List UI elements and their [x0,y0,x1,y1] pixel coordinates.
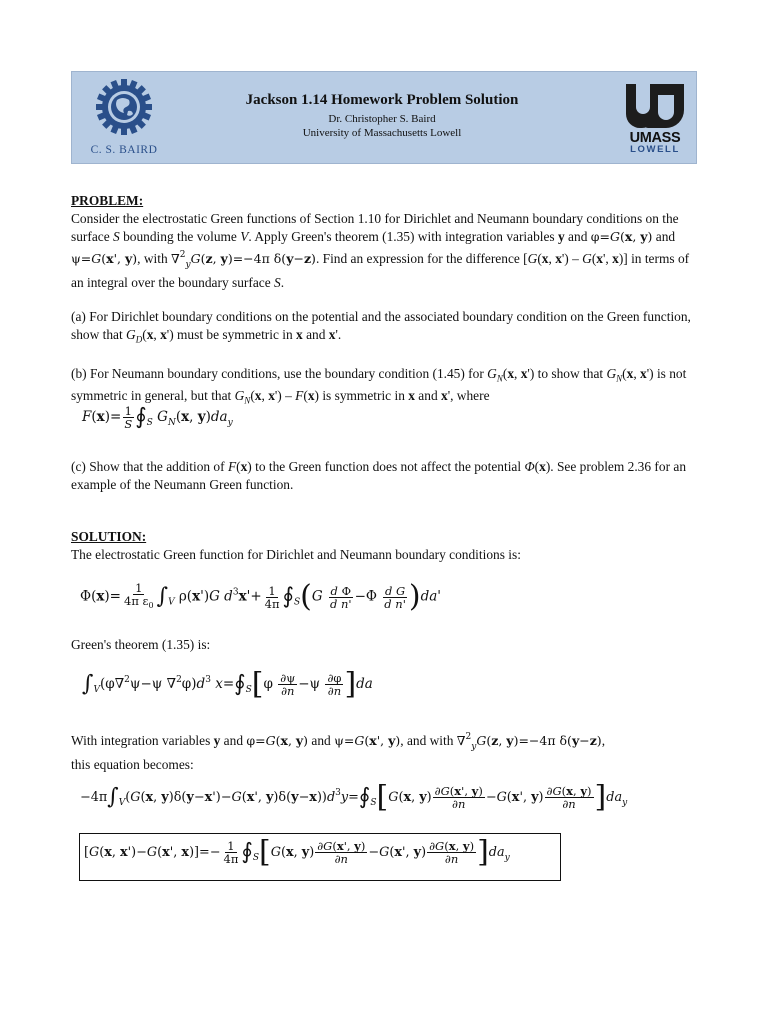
solution-paragraph-3b: this equation becomes: [71,757,194,772]
header-banner [71,71,697,164]
problem-part-c-block [71,458,701,564]
equation-result: [G(x, x')−G(x', x)]=− $\frac{1}{4\pi}$ $∮_S[G(x$, y) $\frac{\partial G(x', y)}{\partial n}$ −G(x', y) $\frac{\partial G(x, y)}{\partial n}$ ]$da_y$ [84,834,510,870]
solution-paragraph-2-block [71,636,701,654]
cs-baird-logo [84,78,164,160]
solution-paragraph-3-block [71,728,701,774]
logo-caption: C. S. BAIRD [90,144,158,156]
equation-green-function: Φ(x)= $\frac{1}{4\pi \varepsilon_0}$ $\int_V$ ρ(x')G $d^3x'+$ $\frac{1}{4\pi}$ $∮_S(G$ $\frac{\text{d Φ}}{\text{d n'}}$ −Φ $\frac{\text{d G}}{\text{d n'}}$ )da' [80,579,442,614]
equation-substituted: $-4\pi\int_V(G(x$, y)δ(y−x')−G(x', $y)\delta(y-x))d^3y=∮_S[G(x$, y) $\frac{\partial G(x', y)}{\partial n}$ −G(x', y) $\frac{\partial G(x, y)}{\partial n}$ ]$da_y$ [80,779,628,815]
problem-part-b: (b) For Neumann boundary conditions, use the boundary condition (1.45) for $G_N(x$, x') to show that $G_N(x$, x') is not symmetric in general, but that $G_N(x$, x') – F(x) is symmetric in x and x', where [71,365,687,407]
solution-paragraph-3: With integration variables y and φ=G(x, y) and ψ=G(x', y), and with ∇$^2_y$G(z, y)=−4π δ(y−z), [71,732,606,752]
author: Dr. Christopher S. Baird [328,113,436,125]
logo-word-umass: UMASS [629,130,681,146]
solution-heading: SOLUTION: [71,529,147,544]
problem-part-c: (c) Show that the addition of F(x) to the Green function does not affect the potential Φ(x). See problem 2.36 for an example of the Neumann Green function. [71,459,687,492]
problem-paragraph-1: Consider the electrostatic Green functions of Section 1.10 for Dirichlet and Neumann boundary conditions on the surface S bounding the volume V. Apply Green's theorem (1.35) with integration variables y and φ=G(x, y) and ψ=G(x', y), with ∇$^2_y$G(z, y)=−4π δ(y−z). Find an expression for the difference [G(x, x') – G(x', x)] in terms of an integral over the boundary surface S. [71,211,690,290]
problem-section [71,192,701,410]
page-title: Jackson 1.14 Homework Problem Solution [245,92,519,108]
logo-word-lowell: LOWELL [630,144,680,155]
problem-heading: PROBLEM: [71,193,144,208]
solution-paragraph-1: The electrostatic Green function for Dirichlet and Neumann boundary conditions is: [71,547,521,562]
equation-greens-theorem: $\int_V(\varphi\nabla^2\psi-\psi$ $\nabla^2\varphi)d^3$ $x=∮_S[\varphi$ $\frac{\partial\psi}{\partial n}$ −ψ $\frac{\partial\varphi}{\partial n}$ ]da [82,666,373,702]
problem-part-a: (a) For Dirichlet boundary conditions on the potential and the associated boundary condition on the Green function, show that $G_D(x$, x') must be symmetric in x and x'. [71,309,691,345]
umass-lowell-logo [624,81,686,157]
solution-paragraph-2: Green's theorem (1.35) is: [71,637,211,652]
equation-F: F(x)= $\frac{1}{S}$ $∮_S$ $G_N(x$, $y)da_y$ [82,404,233,431]
affiliation: University of Massachusetts Lowell [302,127,462,139]
header-text [192,92,572,140]
gear-globe-icon [95,78,153,140]
